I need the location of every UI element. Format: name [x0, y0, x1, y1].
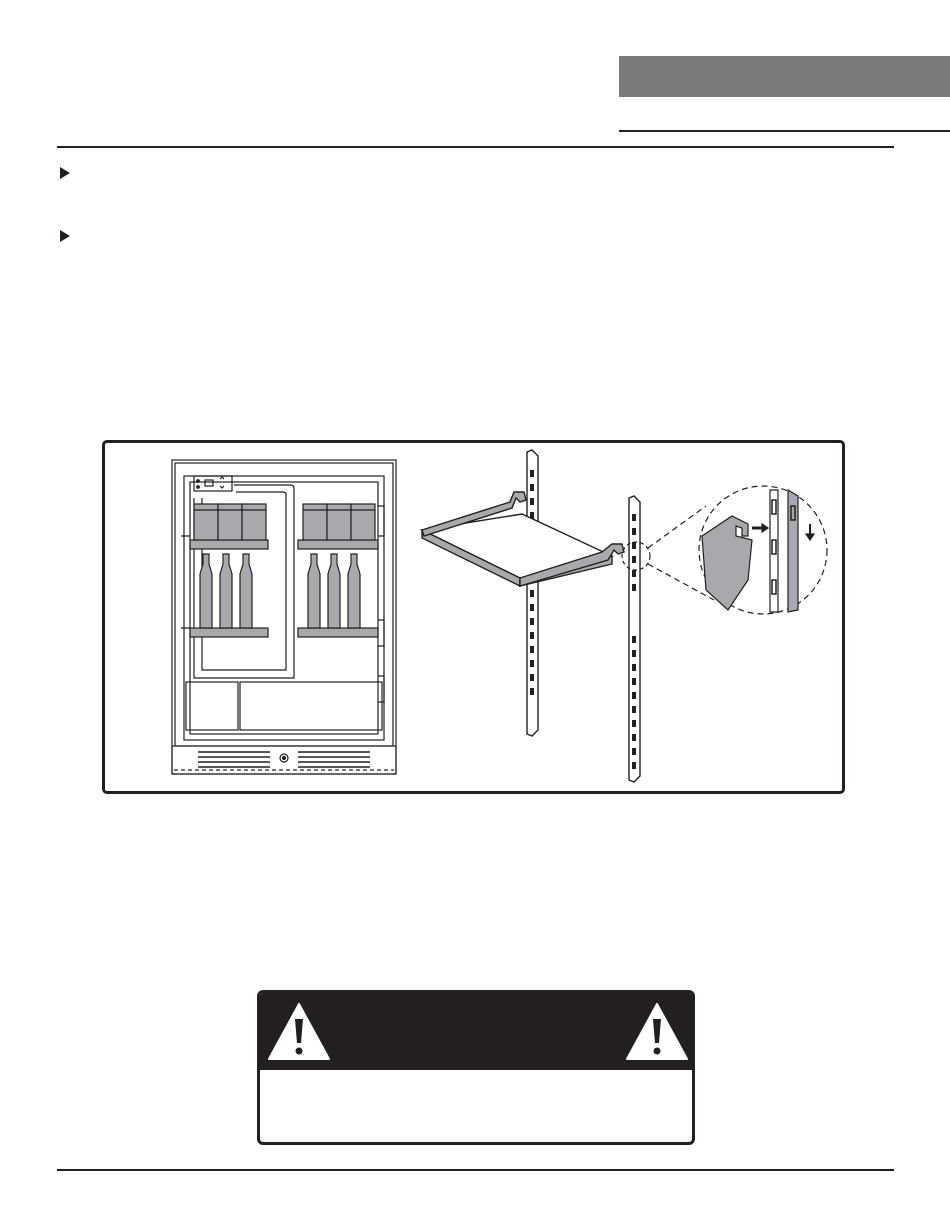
bracket-detail-callout [622, 486, 827, 614]
warning-triangle-icon [624, 1001, 690, 1061]
page-bottom-rule [57, 1169, 894, 1171]
bullet-1-triangle-right-icon [60, 167, 70, 179]
refrigerator-illustration [172, 460, 396, 774]
warning-triangle-icon [266, 1001, 332, 1061]
section-header-bar [619, 56, 950, 97]
bullet-2-triangle-right-icon [60, 230, 70, 242]
warning-box [257, 990, 695, 1145]
shelf-rails-illustration [422, 450, 640, 782]
section-header-rule [619, 130, 950, 132]
shelf-installation-figure [102, 440, 845, 794]
page-top-rule [57, 146, 894, 148]
warning-header [260, 993, 692, 1070]
